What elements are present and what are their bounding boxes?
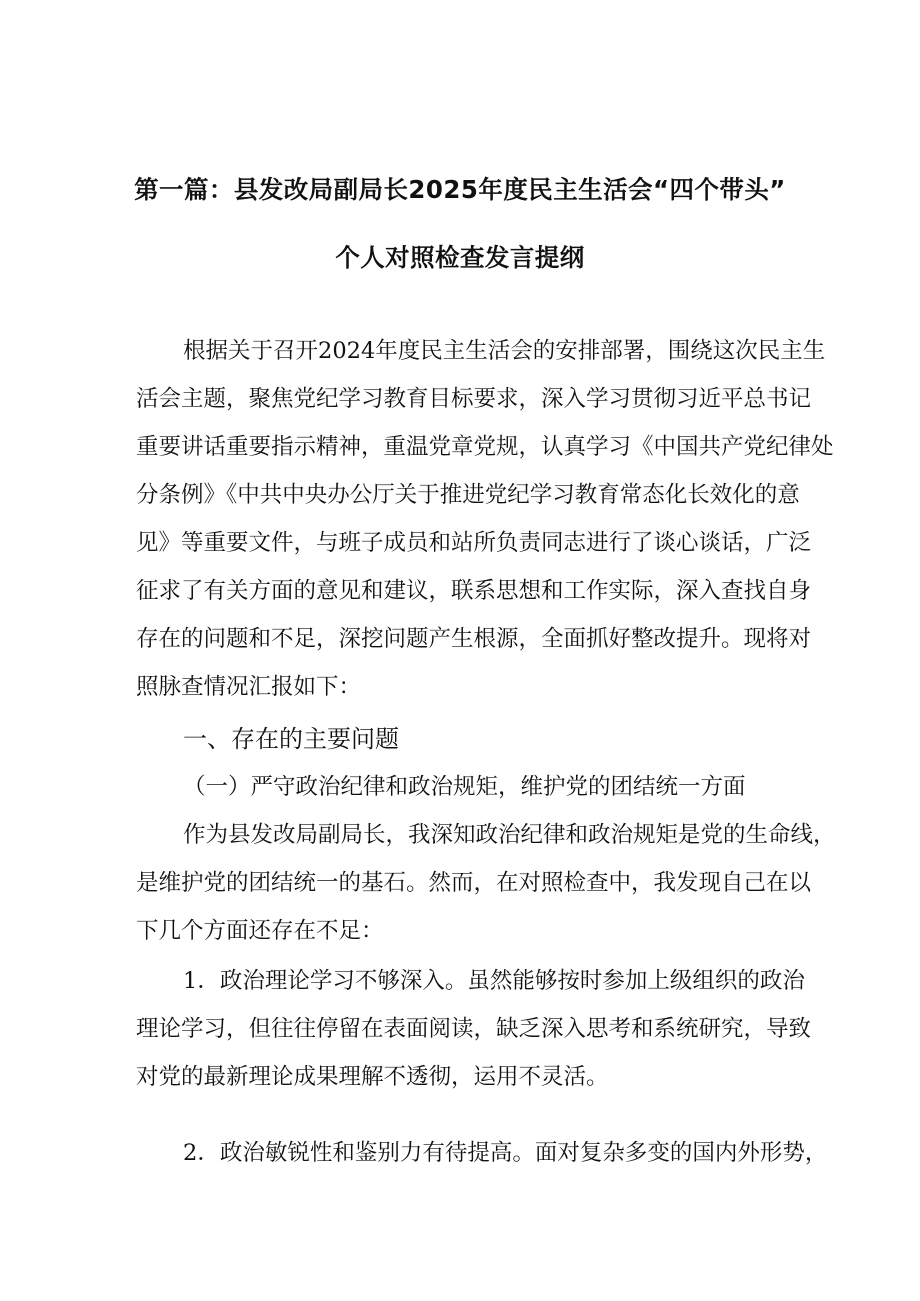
intro-line-3: 重要讲话重要指示精神，重温党章党规，认真学习《中国共产党纪律处 [136, 434, 834, 460]
intro-line-5: 见》等重要文件，与班子成员和站所负责同志进行了谈心谈话，广泛 [136, 530, 812, 556]
document-title-line-1: 第一篇：县发改局副局长2025年度民主生活会“四个带头” [134, 175, 786, 204]
para1-line-2: 是维护党的团结统一的基石。然而，在对照检查中，我发现自己在以 [136, 870, 812, 896]
intro-line-7: 存在的问题和不足，深挖问题产生根源，全面抓好整改提升。现将对 [136, 626, 812, 652]
item1-line-1: 1．政治理论学习不够深入。虽然能够按时参加上级组织的政治 [183, 968, 805, 994]
subsection-heading-political-discipline: （一）严守政治纪律和政治规矩，维护党的团结统一方面 [183, 774, 746, 800]
document-title-line-2: 个人对照检查发言提纲 [335, 243, 585, 272]
para1-line-3: 下几个方面还存在不足： [136, 918, 384, 944]
item1-line-2: 理论学习，但往往停留在表面阅读，缺乏深入思考和系统研究，导致 [136, 1016, 812, 1042]
intro-line-8: 照脉查情况汇报如下： [136, 674, 362, 700]
section-heading-main-problems: 一、存在的主要问题 [183, 725, 399, 753]
intro-line-1: 根据关于召开2024年度民主生活会的安排部署，围绕这次民主生 [183, 338, 826, 364]
intro-line-6: 征求了有关方面的意见和建议，联系思想和工作实际，深入查找自身 [136, 578, 812, 604]
item1-line-3: 对党的最新理论成果理解不透彻，运用不灵活。 [136, 1064, 609, 1090]
intro-line-4: 分条例》《中共中央办公厅关于推进党纪学习教育常态化长效化的意 [136, 482, 800, 508]
para1-line-1: 作为县发改局副局长，我深知政治纪律和政治规矩是党的生命线， [183, 822, 836, 848]
intro-line-2: 活会主题，聚焦党纪学习教育目标要求，深入学习贯彻习近平总书记 [136, 386, 812, 412]
item2-line-1: 2．政治敏锐性和鉴别力有待提高。面对复杂多变的国内外形势， [183, 1140, 828, 1166]
